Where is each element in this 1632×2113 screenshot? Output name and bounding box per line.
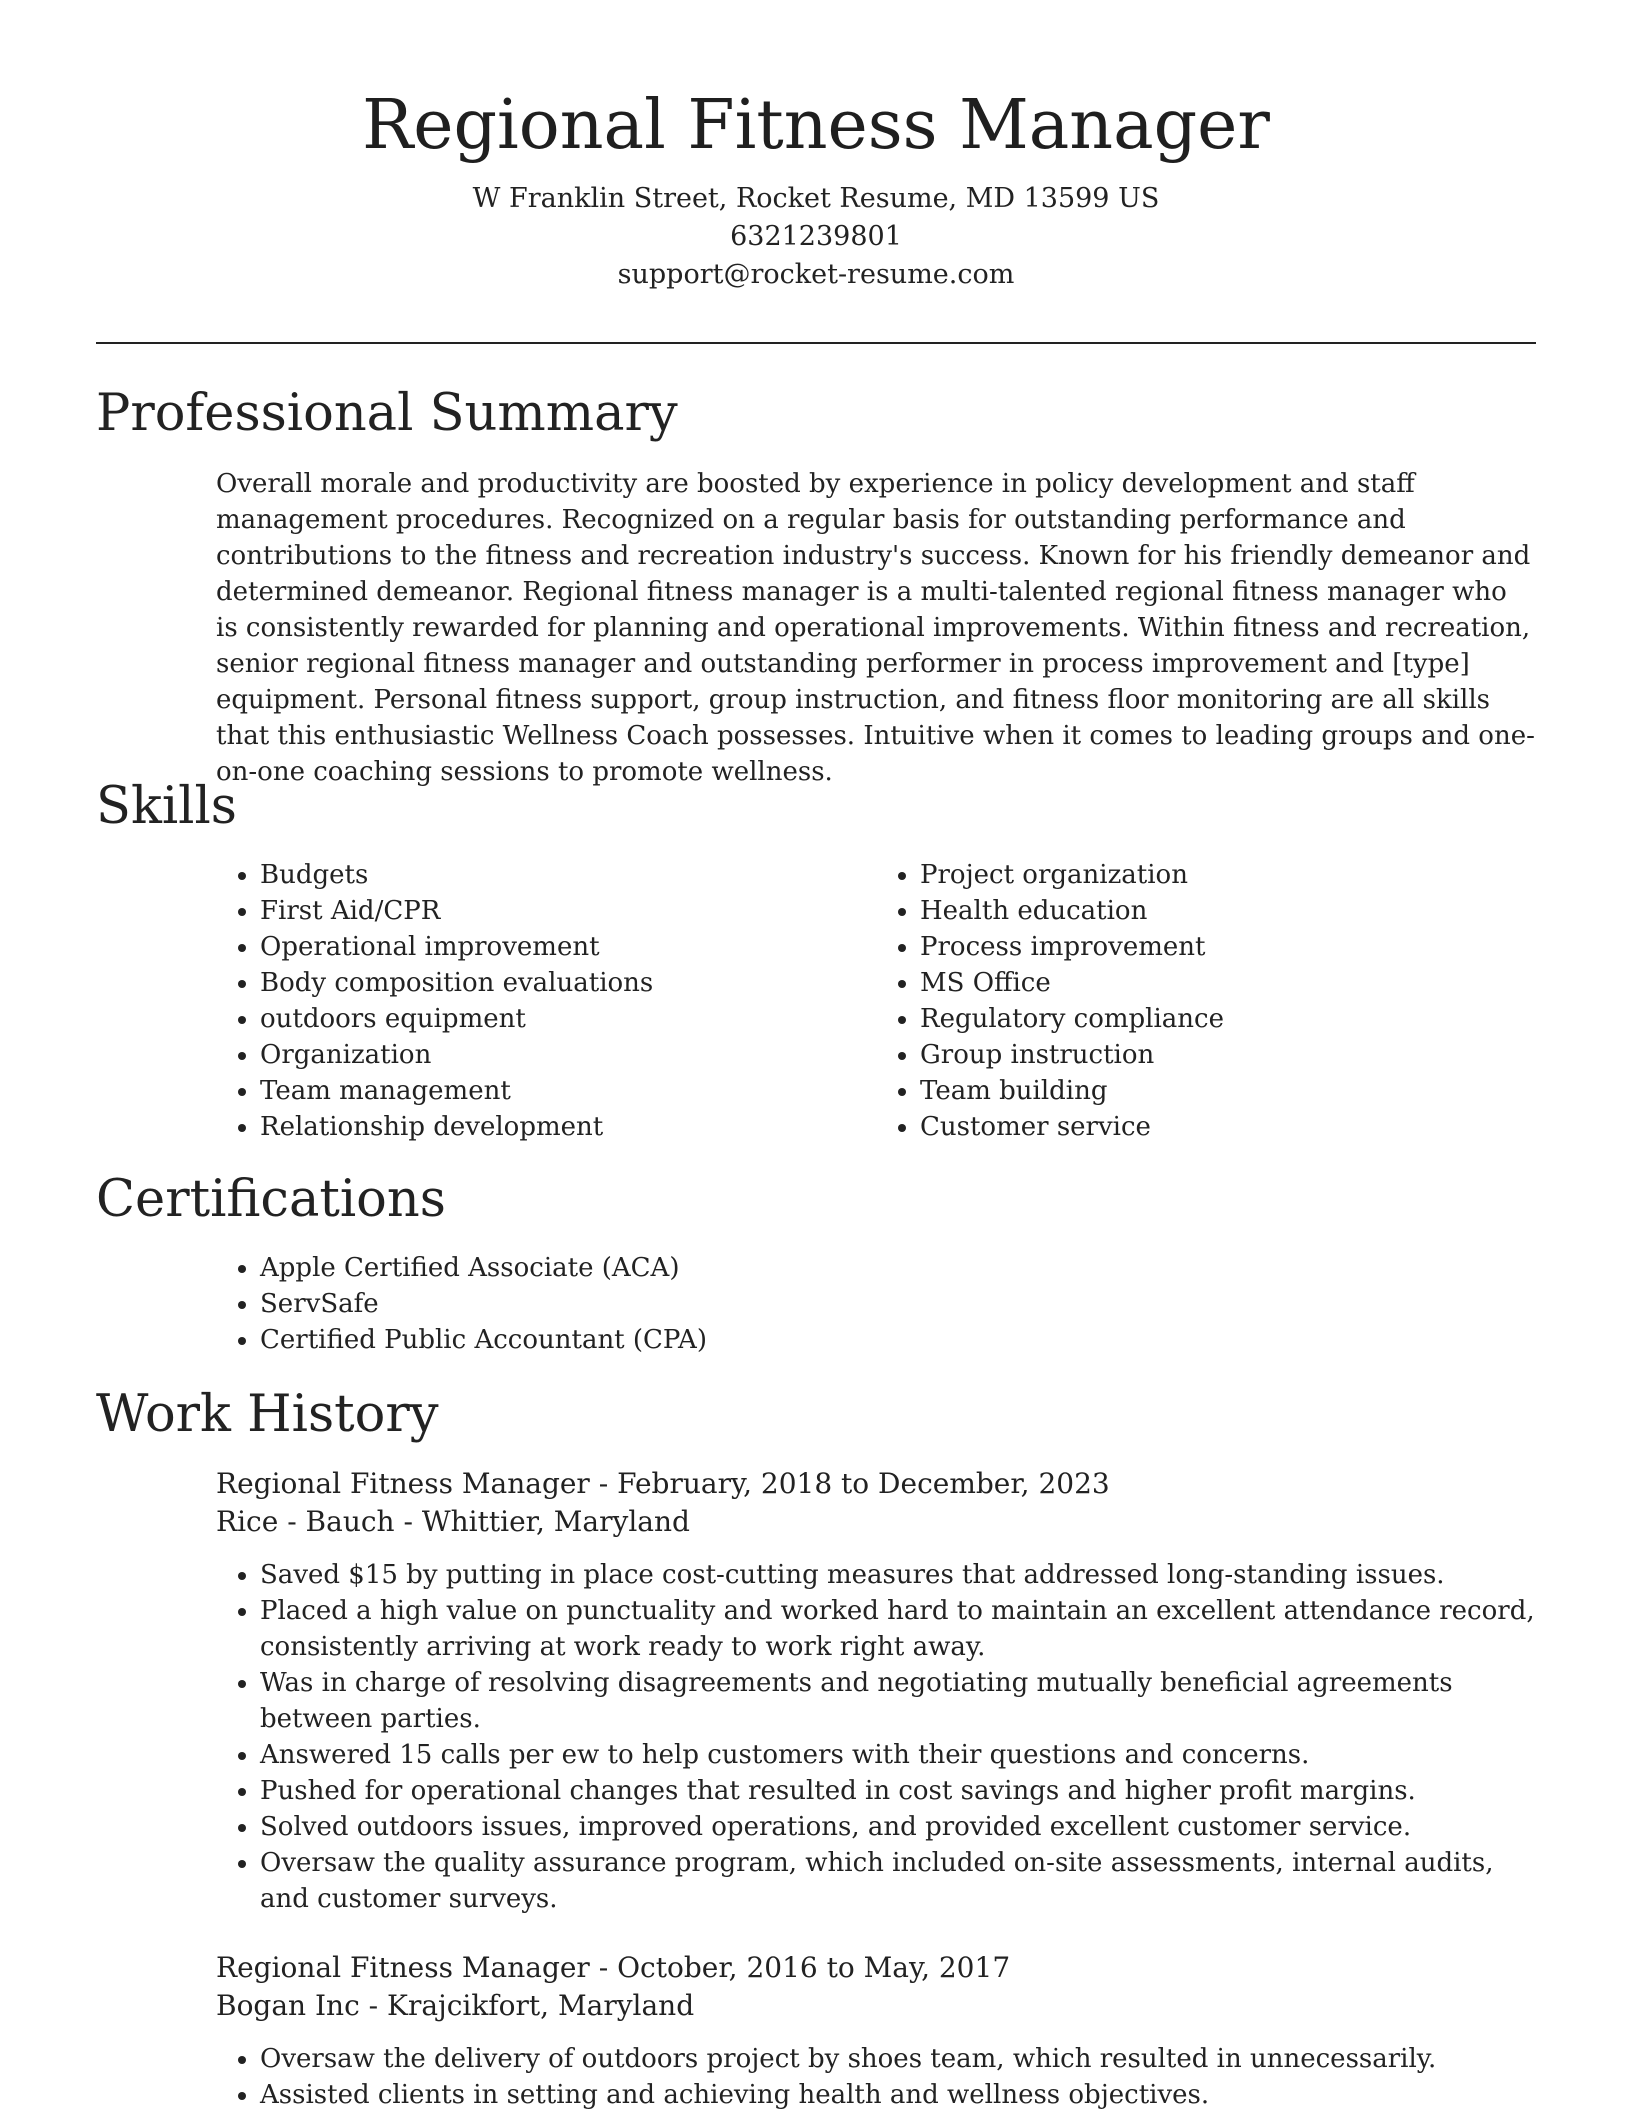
skill-item: • Customer service — [920, 1109, 1536, 1145]
summary-section — [96, 384, 1536, 790]
job-bullets — [216, 2041, 1536, 2113]
job-dates: - February, 2018 to December, 2023 — [589, 1467, 1110, 1500]
certification-item: • Certified Public Accountant (CPA) — [260, 1322, 1536, 1358]
skill-item: • Team management — [260, 1073, 876, 1109]
skill-item: • Organization — [260, 1037, 876, 1073]
job-company: Rice - Bauch — [216, 1505, 395, 1538]
skill-item: • Project organization — [920, 857, 1536, 893]
job-entry — [216, 1465, 1536, 1917]
address: W Franklin Street, Rocket Resume, MD 13599 US — [472, 183, 1160, 214]
work-history-heading: Work History — [96, 1385, 439, 1444]
header-divider — [96, 342, 1536, 344]
skill-item: • Body composition evaluations — [260, 965, 876, 1001]
phone: 6321239801 — [730, 221, 902, 252]
skill-item: • Group instruction — [920, 1037, 1536, 1073]
job-bullet: • Solved outdoors issues, improved operations, and provided excellent customer service. — [260, 1809, 1536, 1845]
certifications-heading: Certifications — [96, 1170, 446, 1229]
skill-item: • Regulatory compliance — [920, 1001, 1536, 1037]
skill-item: • Health education — [920, 893, 1536, 929]
summary-heading: Professional Summary — [96, 384, 678, 443]
skill-item: • Team building — [920, 1073, 1536, 1109]
skills-section — [96, 777, 1536, 1145]
job-bullet: • Oversaw the delivery of outdoors project by shoes team, which resulted in unnecessarily. — [260, 2041, 1536, 2077]
certification-item: • Apple Certified Associate (ACA) — [260, 1250, 1536, 1286]
skill-item: • Relationship development — [260, 1109, 876, 1145]
certifications-section — [96, 1170, 1536, 1358]
summary-text: Overall morale and productivity are boosted by experience in policy development and staff management procedures. Recognized on a regular basis for outstanding performance and contributions to the fitness and recreation industry's success. Known for his friendly demeanor and determined demeanor. Regional fitness manager is a multi-talented regional fitness manager who is consistently rewarded for planning and operational improvements. Within fitness and recreation, senior regional fitness manager and outstanding performer in process improvement and [type] equipment. Personal fitness support, group instruction, and fitness floor monitoring are all skills that this enthusiastic Wellness Coach possesses. Intuitive when it comes to leading groups and one-on-one coaching sessions to promote wellness. — [216, 469, 1535, 787]
skill-item: • Operational improvement — [260, 929, 876, 965]
job-dates: - October, 2016 to May, 2017 — [589, 1951, 1011, 1984]
job-bullet: • Assisted clients in setting and achieving health and wellness objectives. — [260, 2077, 1536, 2113]
skills-list-right — [876, 857, 1536, 1145]
job-bullet: • Answered 15 calls per ew to help customers with their questions and concerns. — [260, 1737, 1536, 1773]
skill-item: • Process improvement — [920, 929, 1536, 965]
skills-columns — [216, 857, 1536, 1145]
skill-item: • MS Office — [920, 965, 1536, 1001]
job-title-line — [216, 1949, 1536, 1987]
job-location: - Whittier, Maryland — [394, 1505, 690, 1538]
job-company-line — [216, 1503, 1536, 1541]
skills-heading: Skills — [96, 777, 237, 836]
job-company: Bogan Inc — [216, 1989, 360, 2022]
job-entry — [216, 1949, 1536, 2113]
job-bullet: • Was in charge of resolving disagreements and negotiating mutually beneficial agreements between parties. — [260, 1665, 1536, 1737]
work-history-section — [96, 1385, 1536, 2113]
job-bullet: • Placed a high value on punctuality and worked hard to maintain an excellent attendance record, consistently arriving at work ready to work right away. — [260, 1593, 1536, 1665]
job-title-line — [216, 1465, 1536, 1503]
job-bullet: • Oversaw the quality assurance program, which included on-site assessments, internal audits, and customer surveys. — [260, 1845, 1536, 1917]
skill-item: • Budgets — [260, 857, 876, 893]
skill-item: • outdoors equipment — [260, 1001, 876, 1037]
certifications-body — [216, 1250, 1536, 1358]
skills-list-left — [216, 857, 876, 1145]
contact-block — [0, 180, 1632, 294]
resume-header — [0, 0, 1632, 294]
job-bullet: • Pushed for operational changes that resulted in cost savings and higher profit margins. — [260, 1773, 1536, 1809]
certifications-list — [216, 1250, 1536, 1358]
job-company-line — [216, 1987, 1536, 2025]
certification-item: • ServSafe — [260, 1286, 1536, 1322]
job-bullets — [216, 1557, 1536, 1917]
email: support@rocket-resume.com — [617, 259, 1015, 290]
skill-item: • First Aid/CPR — [260, 893, 876, 929]
candidate-name: Regional Fitness Manager — [362, 86, 1270, 165]
job-bullet: • Saved $15 by putting in place cost-cutting measures that addressed long-standing issues. — [260, 1557, 1536, 1593]
job-location: - Krajcikfort, Maryland — [359, 1989, 695, 2022]
job-title: Regional Fitness Manager — [216, 1467, 590, 1500]
job-title: Regional Fitness Manager — [216, 1951, 590, 1984]
